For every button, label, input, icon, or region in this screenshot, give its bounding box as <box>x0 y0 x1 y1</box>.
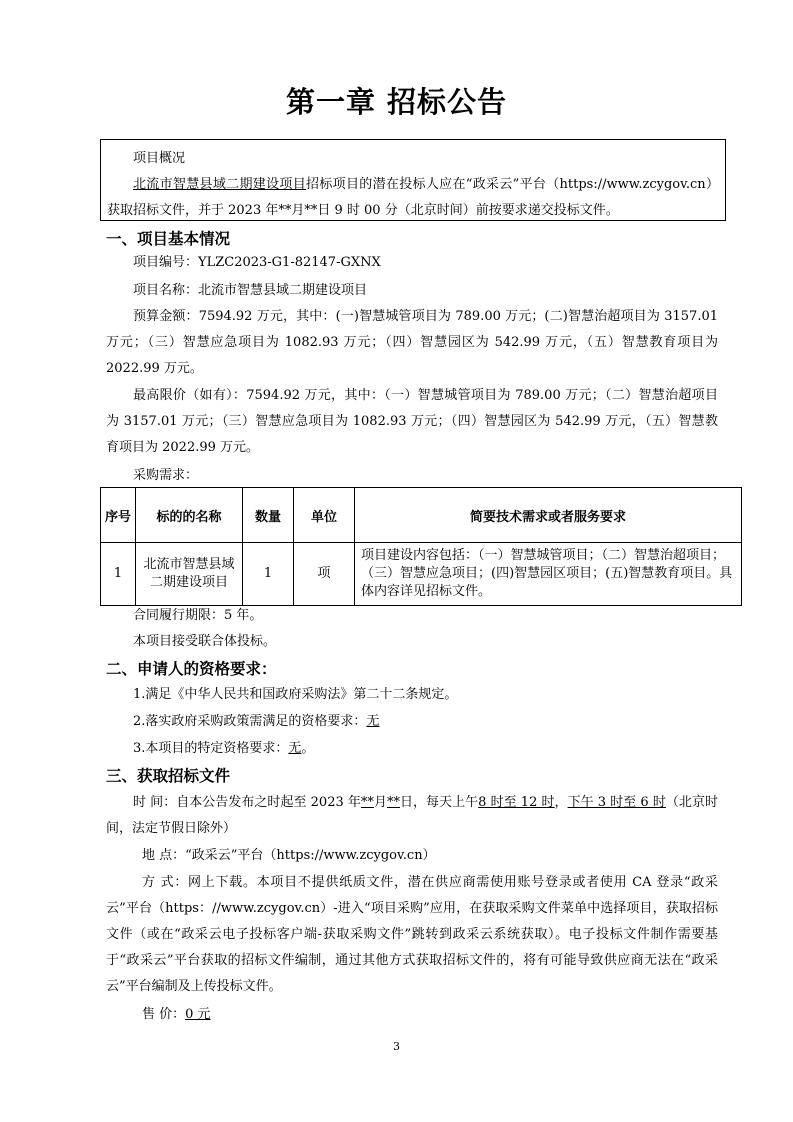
qualification-item-3 <box>106 736 718 762</box>
time-text-b: 月 <box>373 795 387 810</box>
project-overview-box <box>100 139 726 221</box>
cell-qty: 1 <box>243 543 294 606</box>
acquire-time <box>106 790 718 842</box>
overview-text: 招标项目的潜在投标人应在“政采云”平台（https://www.zcygov.cn）获取招标文件，并于 2023 年**月**日 9 时 00 分（北京时间）前按要求递交投标文件。 <box>107 177 719 218</box>
header-no: 序号 <box>101 488 136 543</box>
max-price: 最高限价（如有）：7594.92 万元，其中：（一）智慧城管项目为 789.00 万元；（二）智慧治超项目为 3157.01 万元；（三）智慧应急项目为 1082.93 万元；（四）智慧园区为 542.99 万元，（五）智慧教育项目为 2022.99 万元。 <box>106 388 718 455</box>
project-number: 项目编号：YLZC2023-G1-82147-GXNX <box>133 255 381 270</box>
overview-heading: 项目概况 <box>133 151 186 166</box>
cell-unit: 项 <box>294 543 355 606</box>
time-text-e: （北京时间，法定节假日除外） <box>106 795 718 836</box>
acquire-method: 方 式：网上下载。本项目不提供纸质文件，潜在供应商需使用账号登录或者使用 CA 登录“政采云”平台（https：//www.zcygov.cn）-进入“项目采购”应用，在获取采购文件菜单中选择项目，获取招标文件（或在“政采云电子投标客户端-获取采购文件”跳转到政采云系统获取）。电子投标文件制作需要基于“政采云”平台获取的招标文件编制，通过其他方式获取招标文件的，将有可能导致供应商无法在“政采云”平台编制及上传投标文件。 <box>106 875 718 994</box>
qualification-item-2 <box>106 709 718 735</box>
procurement-table <box>100 487 742 606</box>
header-qty: 数量 <box>243 488 294 543</box>
joint-bid-note: 本项目接受联合体投标。 <box>133 634 277 649</box>
document-price <box>106 1002 718 1028</box>
item3-end: 。 <box>301 741 315 756</box>
time-day: ** <box>386 795 400 810</box>
table-header-row <box>101 488 742 543</box>
procurement-label: 采购需求： <box>133 468 199 483</box>
cell-requirements: 项目建设内容包括：（一）智慧城管项目；（二）智慧治超项目；（三）智慧应急项目；(四)智慧园区项目；(五)智慧教育项目。具体内容详见招标文件。 <box>355 543 742 606</box>
time-text-a: 时 间：自本公告发布之时起至 2023 年 <box>133 795 361 810</box>
item2-label: 2.落实政府采购政策需满足的资格要求： <box>133 714 367 729</box>
page-number: 3 <box>393 1040 400 1053</box>
project-name-link: 北流市智慧县域二期建设项目 <box>133 177 307 192</box>
time-text-c: 日，每天上午 <box>399 795 479 810</box>
cell-no: 1 <box>101 543 136 606</box>
time-month: ** <box>360 795 374 810</box>
qualification-item-1: 1.满足《中华人民共和国政府采购法》第二十二条规定。 <box>133 687 458 702</box>
table-row <box>101 543 742 606</box>
header-unit: 单位 <box>294 488 355 543</box>
time-text-d: ， <box>554 795 568 810</box>
project-name: 项目名称：北流市智慧县域二期建设项目 <box>133 283 368 298</box>
contract-period: 合同履行期限：5 年。 <box>133 608 263 623</box>
price-value: 0 元 <box>185 1007 211 1022</box>
header-name: 标的的名称 <box>136 488 243 543</box>
time-morning: 8 时至 12 时 <box>478 795 555 810</box>
cell-name: 北流市智慧县域二期建设项目 <box>136 543 243 606</box>
section3-heading: 三、获取招标文件 <box>106 767 231 785</box>
section2-heading: 二、申请人的资格要求： <box>106 660 277 678</box>
overview-body <box>107 172 719 224</box>
chapter-title: 第一章 招标公告 <box>285 85 508 119</box>
time-afternoon: 下午 3 时至 6 时 <box>567 795 666 810</box>
header-requirements: 简要技术需求或者服务要求 <box>355 488 742 543</box>
budget-amount: 预算金额：7594.92 万元，其中：(一)智慧城管项目为 789.00 万元；(二)智慧治超项目为 3157.01 万元；（三）智慧应急项目为 1082.93 万元；（四）智慧园区为 542.99 万元，（五）智慧教育项目为 2022.99 万元。 <box>106 309 718 376</box>
item2-value: 无 <box>366 714 380 729</box>
item3-label: 3.本项目的特定资格要求： <box>133 741 289 756</box>
price-label: 售 价： <box>142 1007 186 1022</box>
acquire-location: 地 点：“政采云”平台（https://www.zcygov.cn） <box>142 848 436 863</box>
item3-value: 无 <box>288 741 302 756</box>
section1-heading: 一、项目基本情况 <box>106 230 231 248</box>
